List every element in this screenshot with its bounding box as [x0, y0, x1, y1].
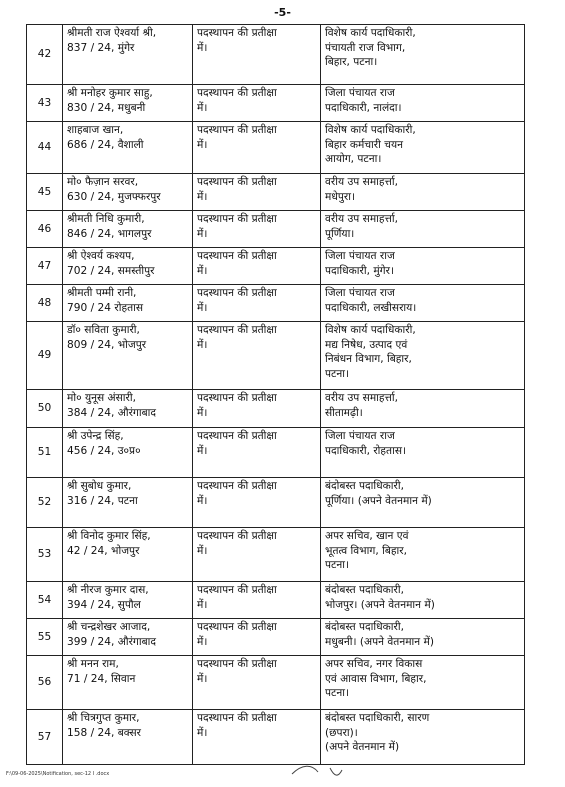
- posting-line: मधेपुरा।: [325, 190, 355, 203]
- status-line: में।: [197, 227, 208, 240]
- posting-cell: [321, 619, 525, 656]
- serial-number-cell: 45: [27, 174, 63, 211]
- status-cell: [193, 322, 321, 390]
- posting-cell: [321, 390, 525, 428]
- officer-name-line: 846 / 24, भागलपुर: [67, 227, 152, 240]
- posting-line: अपर सचिव, नगर विकास: [325, 658, 423, 670]
- officer-name-cell: [63, 211, 193, 248]
- status-line: में।: [197, 598, 208, 611]
- posting-cell: [321, 478, 525, 528]
- page-number: -5-: [274, 6, 291, 19]
- status-cell: [193, 428, 321, 478]
- status-line: पदस्थापन की प्रतीक्षा: [197, 658, 277, 670]
- officer-name-line: 394 / 24, सुपौल: [67, 598, 141, 611]
- posting-cell: [321, 248, 525, 285]
- file-path-footer: F:\09-06-2025\Notification, sec-12 I .docx: [6, 771, 110, 777]
- posting-line: पूर्णिया। (अपने वेतनमान में): [325, 494, 432, 507]
- officer-name-line: श्री चन्द्रशेखर आजाद,: [67, 621, 151, 633]
- posting-cell: [321, 710, 525, 765]
- status-line: पदस्थापन की प्रतीक्षा: [197, 213, 277, 225]
- posting-line: बिहार कर्मचारी चयन: [325, 138, 403, 151]
- serial-number-cell: 46: [27, 211, 63, 248]
- officer-name-line: 42 / 24, भोजपुर: [67, 544, 140, 557]
- officer-name-line: 456 / 24, उ०प्र०: [67, 444, 141, 457]
- officer-name-cell: [63, 390, 193, 428]
- serial-number-cell: 47: [27, 248, 63, 285]
- officer-name-cell: [63, 710, 193, 765]
- officer-name-cell: [63, 285, 193, 322]
- status-line: में।: [197, 672, 208, 685]
- officer-name-line: 399 / 24, औरंगाबाद: [67, 635, 157, 648]
- status-line: पदस्थापन की प्रतीक्षा: [197, 87, 277, 99]
- officer-name-line: 158 / 24, बक्सर: [67, 726, 141, 739]
- posting-cell: [321, 582, 525, 619]
- table-row: [27, 25, 525, 85]
- table-row: [27, 85, 525, 122]
- status-line: पदस्थापन की प्रतीक्षा: [197, 621, 277, 633]
- status-line: में।: [197, 635, 208, 648]
- status-line: पदस्थापन की प्रतीक्षा: [197, 124, 277, 136]
- officer-name-cell: [63, 322, 193, 390]
- officer-name-line: श्रीमती राज ऐश्वर्या श्री,: [67, 27, 157, 39]
- status-cell: [193, 478, 321, 528]
- officer-name-cell: [63, 122, 193, 174]
- posting-line: पटना।: [325, 559, 349, 572]
- status-line: में।: [197, 190, 208, 203]
- status-cell: [193, 174, 321, 211]
- serial-number-cell: 43: [27, 85, 63, 122]
- serial-number-cell: 52: [27, 478, 63, 528]
- posting-line: पदाधिकारी, मुंगेर।: [325, 264, 394, 277]
- posting-line: जिला पंचायत राज: [325, 430, 395, 442]
- status-line: में।: [197, 41, 208, 54]
- status-line: में।: [197, 101, 208, 114]
- status-cell: [193, 85, 321, 122]
- officer-name-line: श्री ऐश्वर्य कश्यप,: [67, 250, 135, 262]
- table-row: [27, 211, 525, 248]
- officer-name-cell: [63, 428, 193, 478]
- status-line: पदस्थापन की प्रतीक्षा: [197, 287, 277, 299]
- posting-line: विशेष कार्य पदाधिकारी,: [325, 324, 416, 336]
- officer-name-cell: [63, 582, 193, 619]
- posting-line: बंदोबस्त पदाधिकारी,: [325, 480, 404, 492]
- officer-name-line: श्री चित्रगुप्त कुमार,: [67, 712, 140, 724]
- posting-line: मधुबनी। (अपने वेतनमान में): [325, 635, 434, 648]
- officer-name-line: मो० युनूस अंसारी,: [67, 392, 136, 404]
- serial-number-cell: 49: [27, 322, 63, 390]
- officer-name-line: मो० फैज़ान सरवर,: [67, 176, 139, 188]
- officer-name-line: श्रीमती पम्मी रानी,: [67, 287, 137, 299]
- status-cell: [193, 619, 321, 656]
- status-cell: [193, 528, 321, 582]
- posting-cell: [321, 211, 525, 248]
- posting-line: जिला पंचायत राज: [325, 287, 395, 299]
- officer-name-line: 790 / 24 रोहतास: [67, 301, 144, 314]
- officer-name-line: श्री विनोद कुमार सिंह,: [67, 530, 151, 542]
- posting-line: जिला पंचायत राज: [325, 250, 395, 262]
- status-cell: [193, 211, 321, 248]
- serial-number-cell: 48: [27, 285, 63, 322]
- serial-number-cell: 54: [27, 582, 63, 619]
- posting-cell: [321, 322, 525, 390]
- posting-line: बंदोबस्त पदाधिकारी, सारण: [325, 712, 430, 724]
- posting-line: विशेष कार्य पदाधिकारी,: [325, 124, 416, 136]
- status-line: पदस्थापन की प्रतीक्षा: [197, 480, 277, 492]
- posting-line: पंचायती राज विभाग,: [325, 41, 406, 54]
- officer-name-line: 837 / 24, मुंगेर: [67, 41, 135, 54]
- posting-line: भोजपुर। (अपने वेतनमान में): [325, 598, 435, 611]
- status-line: में।: [197, 726, 208, 739]
- posting-line: सीतामढ़ी।: [325, 406, 363, 419]
- posting-line: बंदोबस्त पदाधिकारी,: [325, 584, 404, 596]
- status-line: में।: [197, 494, 208, 507]
- table-row: [27, 285, 525, 322]
- status-cell: [193, 582, 321, 619]
- table-row: [27, 656, 525, 710]
- posting-cell: [321, 122, 525, 174]
- status-line: में।: [197, 138, 208, 151]
- posting-line: बिहार, पटना।: [325, 56, 378, 69]
- serial-number-cell: 44: [27, 122, 63, 174]
- status-line: पदस्थापन की प्रतीक्षा: [197, 392, 277, 404]
- officer-name-line: श्री सुबोध कुमार,: [67, 480, 132, 492]
- officer-name-cell: [63, 528, 193, 582]
- posting-line: पटना।: [325, 687, 349, 700]
- posting-line: पटना।: [325, 367, 349, 380]
- officer-name-line: श्री मनन राम,: [67, 658, 119, 670]
- table-row: [27, 248, 525, 285]
- status-cell: [193, 122, 321, 174]
- posting-cell: [321, 656, 525, 710]
- posting-cell: [321, 428, 525, 478]
- serial-number-cell: 57: [27, 710, 63, 765]
- status-line: में।: [197, 301, 208, 314]
- status-line: पदस्थापन की प्रतीक्षा: [197, 250, 277, 262]
- posting-line: (अपने वेतनमान में): [325, 741, 400, 754]
- posting-line: पूर्णिया।: [325, 227, 355, 240]
- status-line: पदस्थापन की प्रतीक्षा: [197, 430, 277, 442]
- status-line: में।: [197, 444, 208, 457]
- status-cell: [193, 390, 321, 428]
- status-line: पदस्थापन की प्रतीक्षा: [197, 530, 277, 542]
- status-cell: [193, 25, 321, 85]
- serial-number-cell: 42: [27, 25, 63, 85]
- officer-name-line: 71 / 24, सिवान: [67, 672, 136, 685]
- posting-line: बंदोबस्त पदाधिकारी,: [325, 621, 404, 633]
- officer-name-line: 384 / 24, औरंगाबाद: [67, 406, 157, 419]
- table-row: [27, 710, 525, 765]
- table-row: [27, 619, 525, 656]
- officer-name-line: श्री नीरज कुमार दास,: [67, 584, 149, 596]
- officer-name-cell: [63, 656, 193, 710]
- posting-line: मद्य निषेध, उत्पाद एवं: [325, 338, 408, 351]
- status-line: में।: [197, 406, 208, 419]
- serial-number-cell: 56: [27, 656, 63, 710]
- status-cell: [193, 285, 321, 322]
- officer-name-cell: [63, 25, 193, 85]
- posting-line: आयोग, पटना।: [325, 153, 382, 166]
- status-line: में।: [197, 264, 208, 277]
- table-row: [27, 478, 525, 528]
- table-row: [27, 582, 525, 619]
- status-line: में।: [197, 338, 208, 351]
- status-line: पदस्थापन की प्रतीक्षा: [197, 176, 277, 188]
- table-row: [27, 390, 525, 428]
- posting-line: वरीय उप समाहर्त्ता,: [325, 213, 398, 225]
- table-row: [27, 122, 525, 174]
- table-row: [27, 428, 525, 478]
- officer-name-line: श्रीमती निधि कुमारी,: [67, 213, 145, 225]
- posting-cell: [321, 85, 525, 122]
- posting-cell: [321, 174, 525, 211]
- officer-name-line: 686 / 24, वैशाली: [67, 138, 144, 151]
- posting-line: पदाधिकारी, लखीसराय।: [325, 301, 417, 314]
- posting-line: अपर सचिव, खान एवं: [325, 530, 409, 542]
- posting-line: पदाधिकारी, नालंदा।: [325, 101, 402, 114]
- serial-number-cell: 55: [27, 619, 63, 656]
- officer-name-line: श्री मनोहर कुमार साहु,: [67, 87, 153, 99]
- officer-name-cell: [63, 619, 193, 656]
- posting-cell: [321, 528, 525, 582]
- posting-line: विशेष कार्य पदाधिकारी,: [325, 27, 416, 39]
- status-line: पदस्थापन की प्रतीक्षा: [197, 712, 277, 724]
- status-line: में।: [197, 544, 208, 557]
- officer-name-line: शाहबाज खान,: [67, 124, 124, 136]
- table-row: [27, 322, 525, 390]
- officer-name-line: श्री उपेन्द्र सिंह,: [67, 430, 124, 442]
- officer-name-cell: [63, 85, 193, 122]
- posting-table: [26, 24, 525, 765]
- officer-name-line: 702 / 24, समस्तीपुर: [67, 264, 155, 277]
- status-line: पदस्थापन की प्रतीक्षा: [197, 584, 277, 596]
- officer-name-cell: [63, 478, 193, 528]
- status-cell: [193, 710, 321, 765]
- officer-name-cell: [63, 174, 193, 211]
- posting-line: वरीय उप समाहर्त्ता,: [325, 176, 398, 188]
- posting-line: (छपरा)।: [325, 726, 358, 739]
- table-body: [27, 25, 525, 765]
- posting-line: भूतत्व विभाग, बिहार,: [325, 544, 407, 557]
- table-row: [27, 528, 525, 582]
- posting-line: वरीय उप समाहर्त्ता,: [325, 392, 398, 404]
- officer-name-line: 316 / 24, पटना: [67, 494, 138, 507]
- posting-line: पदाधिकारी, रोहतास।: [325, 444, 406, 457]
- officer-name-cell: [63, 248, 193, 285]
- pen-mark: [290, 760, 360, 782]
- status-line: पदस्थापन की प्रतीक्षा: [197, 27, 277, 39]
- serial-number-cell: 53: [27, 528, 63, 582]
- serial-number-cell: 51: [27, 428, 63, 478]
- officer-name-line: 630 / 24, मुजफ्फरपुर: [67, 190, 161, 203]
- status-cell: [193, 248, 321, 285]
- posting-cell: [321, 25, 525, 85]
- posting-line: जिला पंचायत राज: [325, 87, 395, 99]
- officer-name-line: 809 / 24, भोजपुर: [67, 338, 147, 351]
- posting-cell: [321, 285, 525, 322]
- officer-name-line: डॉ० सविता कुमारी,: [67, 324, 140, 336]
- officer-name-line: 830 / 24, मधुबनी: [67, 101, 146, 114]
- posting-line: एवं आवास विभाग, बिहार,: [325, 672, 427, 685]
- posting-line: निबंधन विभाग, बिहार,: [325, 353, 412, 366]
- table-row: [27, 174, 525, 211]
- status-line: पदस्थापन की प्रतीक्षा: [197, 324, 277, 336]
- serial-number-cell: 50: [27, 390, 63, 428]
- status-cell: [193, 656, 321, 710]
